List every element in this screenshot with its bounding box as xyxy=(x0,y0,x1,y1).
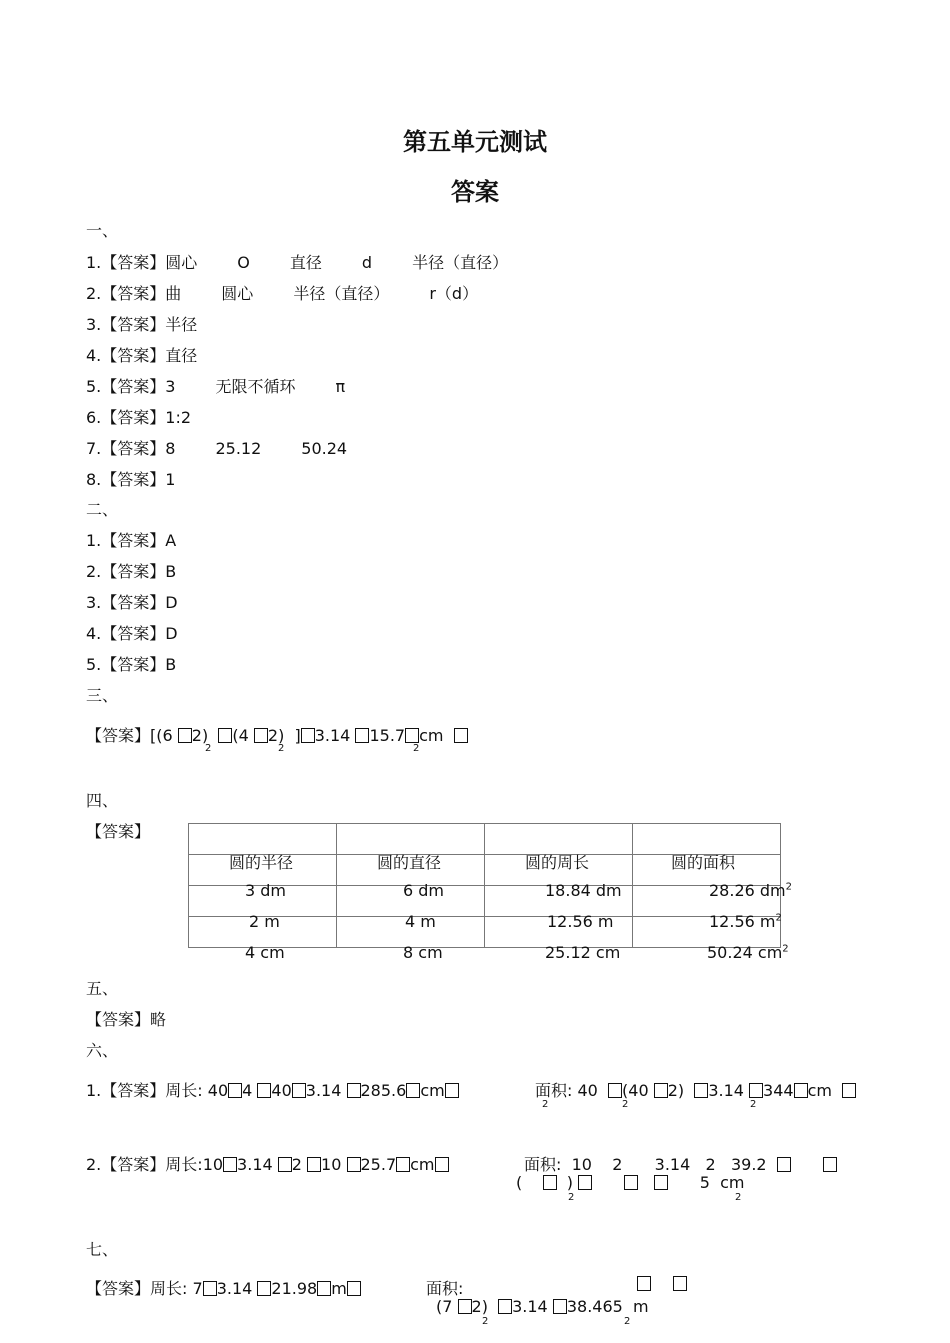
table-row xyxy=(189,855,781,886)
value: 2 xyxy=(291,1155,302,1174)
box-symbol xyxy=(307,1157,321,1172)
table-cell: 3 dm xyxy=(245,881,287,900)
s7-sub-2: 2 xyxy=(624,1316,631,1327)
s2-item-2-num: 2. xyxy=(86,562,102,581)
box-symbol xyxy=(694,1083,708,1098)
value: 38.465 xyxy=(566,1297,623,1316)
answer-tag: 【答案】 xyxy=(101,346,166,365)
s1-item-4-p1: 直径 xyxy=(165,346,198,365)
value: 2) xyxy=(471,1297,488,1316)
s1-item-6-p1: 1:2 xyxy=(165,408,192,427)
box-symbol xyxy=(842,1083,856,1098)
s6-item-2-perimeter xyxy=(86,1152,449,1175)
s3-f-d: 2) xyxy=(267,726,285,745)
s1-item-7-p1: 8 xyxy=(165,439,176,458)
s1-item-5-p2: 无限不循环 xyxy=(215,377,296,396)
value: 285.6 xyxy=(360,1081,407,1100)
answer-tag: 【答案】 xyxy=(86,726,151,745)
section7-heading: 七、 xyxy=(86,1240,119,1259)
s1-item-1-p5: 半径（直径） xyxy=(412,253,509,272)
s1-item-5-p3: π xyxy=(335,377,346,396)
value: 10 xyxy=(202,1155,224,1174)
s3-f-a: [(6 xyxy=(150,726,173,745)
box-symbol xyxy=(203,1281,217,1296)
unit: cm xyxy=(410,1155,435,1174)
s3-f-b: 2) xyxy=(191,726,209,745)
table-header-perimeter: 圆的周长 xyxy=(525,853,590,872)
box-symbol xyxy=(445,1083,459,1098)
answer-tag: 【答案】 xyxy=(86,1279,151,1298)
value: 3.14 xyxy=(512,1297,548,1316)
s1-item-2 xyxy=(86,281,478,304)
answer-tag: 【答案】 xyxy=(101,439,166,458)
box-symbol xyxy=(317,1281,331,1296)
s1-item-8 xyxy=(86,467,175,490)
s7-area-formula xyxy=(436,1297,649,1316)
s1-item-2-num: 2. xyxy=(86,284,102,303)
section1-heading: 一、 xyxy=(86,221,119,240)
s3-sub-3: 2 xyxy=(413,743,420,754)
table-cell: 6 dm xyxy=(403,881,445,900)
s1-item-1-p4: d xyxy=(361,253,373,272)
box-symbol xyxy=(673,1276,687,1291)
box-symbol xyxy=(355,728,369,743)
value: 40 xyxy=(577,1081,598,1100)
s3-f-f: 3.14 xyxy=(314,726,351,745)
table-cell: 25.12 cm xyxy=(545,943,621,962)
value: 4 xyxy=(242,1081,253,1100)
answer-tag: 【答案】 xyxy=(101,562,166,581)
s1-item-7-p3: 50.24 xyxy=(301,439,348,458)
s1-item-7-p2: 25.12 xyxy=(215,439,262,458)
unit: m xyxy=(632,1297,649,1316)
box-symbol xyxy=(654,1083,668,1098)
value: (7 xyxy=(436,1297,453,1316)
s1-item-1-p2: O xyxy=(237,253,250,272)
box-symbol xyxy=(454,728,468,743)
box-symbol xyxy=(405,728,419,743)
s2-item-2-value: B xyxy=(165,562,177,581)
unit: cm xyxy=(420,1081,445,1100)
s2-item-3 xyxy=(86,590,178,613)
section2-heading: 二、 xyxy=(86,500,119,519)
box-symbol xyxy=(292,1083,306,1098)
s3-formula xyxy=(86,723,468,746)
box-symbol xyxy=(406,1083,420,1098)
s1-item-8-num: 8. xyxy=(86,470,102,489)
value: 3.14 xyxy=(305,1081,342,1100)
s1-item-1 xyxy=(86,250,508,273)
s1-item-2-p2: 圆心 xyxy=(221,284,254,303)
table-header-radius: 圆的半径 xyxy=(229,853,294,872)
s6-1-sub-1: 2 xyxy=(542,1099,549,1110)
s2-item-3-value: D xyxy=(165,593,178,612)
s1-item-1-p3: 直径 xyxy=(289,253,322,272)
box-symbol xyxy=(347,1083,361,1098)
box-symbol xyxy=(254,728,268,743)
s5-value: 略 xyxy=(150,1010,167,1029)
s1-item-5-p1: 3 xyxy=(165,377,176,396)
section6-heading: 六、 xyxy=(86,1041,119,1060)
s6-item-2-num: 2. xyxy=(86,1155,102,1174)
s1-item-2-p1: 曲 xyxy=(165,284,182,303)
s1-item-5 xyxy=(86,374,345,397)
paren: ( xyxy=(516,1173,523,1192)
table-cell: 4 m xyxy=(405,912,436,931)
value: 2 xyxy=(705,1155,716,1174)
table-row xyxy=(189,917,781,948)
s6-item-2-area-bottom xyxy=(516,1173,744,1192)
box-symbol xyxy=(347,1157,361,1172)
box-symbol xyxy=(257,1083,271,1098)
answer-tag: 【答案】 xyxy=(101,1155,166,1174)
box-symbol xyxy=(553,1299,567,1314)
box-symbol xyxy=(218,728,232,743)
s2-item-2 xyxy=(86,559,176,582)
answer-tag: 【答案】 xyxy=(101,253,166,272)
s2-item-4-value: D xyxy=(165,624,178,643)
s2-item-4-num: 4. xyxy=(86,624,102,643)
box-symbol xyxy=(347,1281,361,1296)
s6-item-1-area xyxy=(535,1078,856,1101)
s3-f-e: ] xyxy=(294,726,301,745)
s2-item-5-num: 5. xyxy=(86,655,102,674)
s1-item-2-p3: 半径（直径） xyxy=(293,284,390,303)
value: 2) xyxy=(667,1081,685,1100)
box-symbol xyxy=(435,1157,449,1172)
table-cell: 8 cm xyxy=(403,943,443,962)
value: 3.14 xyxy=(216,1279,253,1298)
s7-area-boxes xyxy=(637,1274,687,1293)
value: 3.14 xyxy=(237,1155,273,1174)
box-symbol xyxy=(223,1157,237,1172)
table-row xyxy=(189,824,781,855)
table-cell: 12.56 m xyxy=(547,912,614,931)
area-label: 面积: xyxy=(524,1155,562,1174)
answer-tag: 【答案】 xyxy=(101,655,166,674)
perimeter-label: 周长: xyxy=(165,1155,203,1174)
s4-answer-tag: 【答案】 xyxy=(86,822,151,841)
answer-tag: 【答案】 xyxy=(101,531,166,550)
answer-tag: 【答案】 xyxy=(101,1081,166,1100)
s3-f-g: 15.7 xyxy=(369,726,406,745)
s3-f-c: (4 xyxy=(232,726,249,745)
answer-tag: 【答案】 xyxy=(101,284,166,303)
box-symbol xyxy=(278,1157,292,1172)
s2-item-5 xyxy=(86,652,176,675)
s1-item-5-num: 5. xyxy=(86,377,102,396)
table-header-diameter: 圆的直径 xyxy=(377,853,442,872)
paren: ) xyxy=(566,1173,574,1192)
s5-answer xyxy=(86,1007,166,1030)
s1-item-3-num: 3. xyxy=(86,315,102,334)
s6-item-1-num: 1. xyxy=(86,1081,102,1100)
value: 21.98 xyxy=(271,1279,318,1298)
table-cell: 18.84 dm xyxy=(545,881,622,900)
s1-item-3-p1: 半径 xyxy=(165,315,198,334)
s2-item-1 xyxy=(86,528,176,551)
superscript: 2 xyxy=(782,943,789,955)
s1-item-1-p1: 圆心 xyxy=(165,253,198,272)
table-cell-value: 12.56 m xyxy=(709,912,776,931)
perimeter-label: 周长: xyxy=(165,1081,203,1100)
table-header-area: 圆的面积 xyxy=(671,853,736,872)
box-symbol xyxy=(823,1157,837,1172)
s1-item-2-p4: r（d） xyxy=(429,284,479,303)
box-symbol xyxy=(228,1083,242,1098)
page-title: 第五单元测试 xyxy=(403,128,547,156)
s7-area-label: 面积: xyxy=(426,1279,464,1298)
box-symbol xyxy=(749,1083,763,1098)
answer-tag: 【答案】 xyxy=(101,593,166,612)
s1-item-1-num: 1. xyxy=(86,253,102,272)
value: 40 xyxy=(271,1081,292,1100)
box-symbol xyxy=(178,728,192,743)
section4-heading: 四、 xyxy=(86,791,119,810)
table-row xyxy=(189,886,781,917)
value: 2 xyxy=(612,1155,623,1174)
value: 5 xyxy=(699,1173,710,1192)
box-symbol xyxy=(543,1175,557,1190)
box-symbol xyxy=(624,1175,638,1190)
box-symbol xyxy=(777,1157,791,1172)
box-symbol xyxy=(458,1299,472,1314)
value: 39.2 xyxy=(730,1155,767,1174)
s6-1-sub-3: 2 xyxy=(750,1099,757,1110)
answer-tag: 【答案】 xyxy=(101,315,166,334)
s1-item-4 xyxy=(86,343,197,366)
value: 3.14 xyxy=(708,1081,744,1100)
box-symbol xyxy=(257,1281,271,1296)
table-cell: 4 cm xyxy=(245,943,285,962)
s3-sub-1: 2 xyxy=(205,743,212,754)
s6-2-sub-2: 2 xyxy=(735,1192,742,1203)
s3-f-h: cm xyxy=(419,726,444,745)
answer-tag: 【答案】 xyxy=(86,1010,151,1029)
s3-sub-2: 2 xyxy=(278,743,285,754)
s6-item-2-area-top xyxy=(524,1152,837,1175)
table-cell: 2 m xyxy=(249,912,280,931)
value: 40 xyxy=(207,1081,229,1100)
unit: m xyxy=(331,1279,347,1298)
s1-item-6 xyxy=(86,405,191,428)
value: 10 xyxy=(321,1155,342,1174)
value: (40 xyxy=(622,1081,649,1100)
table-cell-value: 28.26 dm xyxy=(709,881,786,900)
s1-item-3 xyxy=(86,312,197,335)
s1-item-7 xyxy=(86,436,347,459)
s1-item-6-num: 6. xyxy=(86,408,102,427)
s6-item-1-perimeter xyxy=(86,1078,459,1101)
page-subtitle: 答案 xyxy=(451,178,499,206)
box-symbol xyxy=(654,1175,668,1190)
answer-tag: 【答案】 xyxy=(101,408,166,427)
s1-item-4-num: 4. xyxy=(86,346,102,365)
unit: cm xyxy=(720,1173,745,1192)
section3-heading: 三、 xyxy=(86,686,119,705)
unit: cm xyxy=(807,1081,832,1100)
box-symbol xyxy=(794,1083,808,1098)
section5-heading: 五、 xyxy=(86,979,119,998)
s1-item-8-p1: 1 xyxy=(165,470,176,489)
s1-item-7-num: 7. xyxy=(86,439,102,458)
s2-item-1-value: A xyxy=(165,531,177,550)
superscript: 2 xyxy=(775,912,782,924)
superscript: 2 xyxy=(785,881,793,893)
box-symbol xyxy=(396,1157,410,1172)
value: 10 xyxy=(571,1155,592,1174)
answer-tag: 【答案】 xyxy=(101,470,166,489)
s2-item-4 xyxy=(86,621,178,644)
s2-item-3-num: 3. xyxy=(86,593,102,612)
perimeter-label: 周长: xyxy=(150,1279,188,1298)
s7-sub-1: 2 xyxy=(482,1316,489,1327)
s6-1-sub-2: 2 xyxy=(622,1099,629,1110)
s6-2-sub-1: 2 xyxy=(568,1192,575,1203)
box-symbol xyxy=(637,1276,651,1291)
value: 3.14 xyxy=(654,1155,691,1174)
table-cell xyxy=(707,943,789,962)
box-symbol xyxy=(608,1083,622,1098)
value: 7 xyxy=(192,1279,203,1298)
answer-tag: 【答案】 xyxy=(101,377,166,396)
value: 25.7 xyxy=(360,1155,397,1174)
s2-item-5-value: B xyxy=(165,655,177,674)
circle-table xyxy=(188,823,793,962)
table-cell-value: 50.24 cm xyxy=(707,943,783,962)
box-symbol xyxy=(498,1299,512,1314)
answer-tag: 【答案】 xyxy=(101,624,166,643)
value: 344 xyxy=(763,1081,794,1100)
s2-item-1-num: 1. xyxy=(86,531,102,550)
s7-perimeter xyxy=(86,1276,361,1299)
box-symbol xyxy=(578,1175,592,1190)
area-label: 面积: xyxy=(535,1081,573,1100)
box-symbol xyxy=(301,728,315,743)
